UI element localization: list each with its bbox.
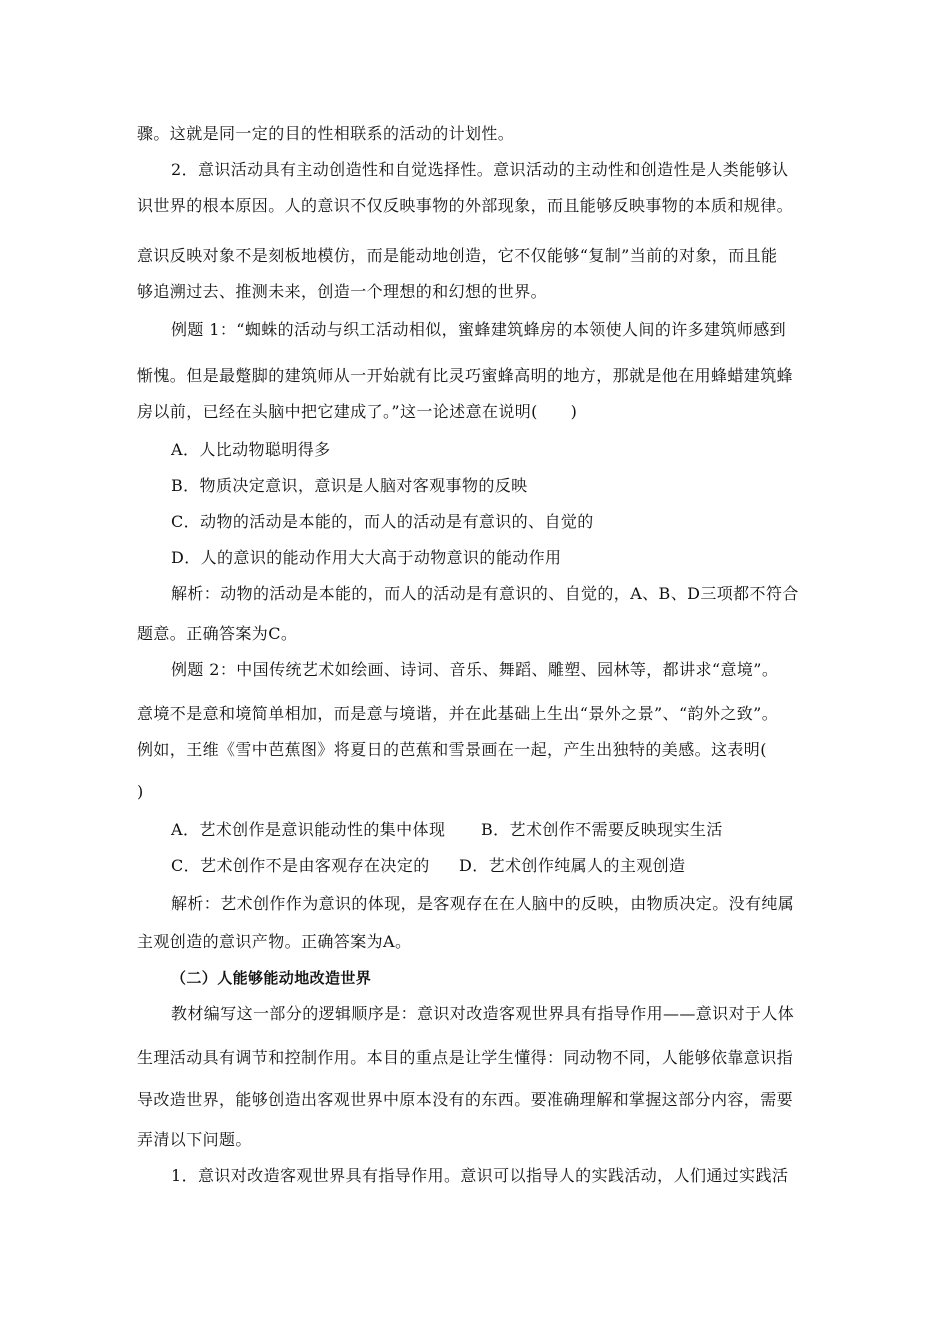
text-line: 2．意识活动具有主动创造性和自觉选择性。意识活动的主动性和创造性是人类能够认 <box>171 160 789 179</box>
text-line: 例如，王维《雪中芭蕉图》将夏日的芭蕉和雪景画在一起，产生出独特的美感。这表明( <box>137 740 767 759</box>
text-line: 1．意识对改造客观世界具有指导作用。意识可以指导人的实践活动，人们通过实践活 <box>171 1166 789 1185</box>
section-heading: （二）人能够能动地改造世界 <box>171 969 372 987</box>
text-line: 骤。这就是同一定的目的性相联系的活动的计划性。 <box>137 124 515 143</box>
option-b: B．物质决定意识，意识是人脑对客观事物的反映 <box>171 476 528 495</box>
text-line: 识世界的根本原因。人的意识不仅反映事物的外部现象，而且能够反映事物的本质和规律。 <box>137 196 794 215</box>
option-d: D．艺术创作纯属人的主观创造 <box>459 856 686 875</box>
text-line: 意境不是意和境简单相加，而是意与境谐，并在此基础上生出“景外之景”、“韵外之致”。 <box>137 704 779 723</box>
option-a: A．艺术创作是意识能动性的集中体现 <box>171 820 446 839</box>
text-line: 教材编写这一部分的逻辑顺序是：意识对改造客观世界具有指导作用——意识对于人体 <box>171 1004 795 1023</box>
text-line: ) <box>137 782 144 801</box>
text-line: 导改造世界，能够创造出客观世界中原本没有的东西。要准确理解和掌握这部分内容，需要 <box>137 1090 794 1109</box>
text-line: 意识反映对象不是刻板地模仿，而是能动地创造，它不仅能够“复制”当前的对象，而且能 <box>137 246 778 265</box>
option-b: B．艺术创作不需要反映现实生活 <box>481 820 723 839</box>
analysis-line: 解析：艺术创作作为意识的体现，是客观存在在人脑中的反映，由物质决定。没有纯属 <box>171 894 795 913</box>
text-line: 弄清以下问题。 <box>137 1130 252 1149</box>
option-c: C．动物的活动是本能的，而人的活动是有意识的、自觉的 <box>171 512 594 531</box>
option-d: D．人的意识的能动作用大大高于动物意识的能动作用 <box>171 548 562 567</box>
text-line: 生理活动具有调节和控制作用。本目的重点是让学生懂得：同动物不同，人能够依靠意识指 <box>137 1048 794 1067</box>
option-c: C．艺术创作不是由客观存在决定的 <box>171 856 430 875</box>
analysis-line: 解析：动物的活动是本能的，而人的活动是有意识的、自觉的，A、B、D三项都不符合 <box>171 584 799 603</box>
text-line: 例题 1：“蜘蛛的活动与织工活动相似，蜜蜂建筑蜂房的本领使人间的许多建筑师感到 <box>171 320 787 339</box>
option-row-cd <box>171 856 861 876</box>
text-line: 房以前，已经在头脑中把它建成了。”这一论述意在说明( ) <box>137 402 578 421</box>
text-line: 惭愧。但是最蹩脚的建筑师从一开始就有比灵巧蜜蜂高明的地方，那就是他在用蜂蜡建筑蜂 <box>137 366 794 385</box>
option-a: A．人比动物聪明得多 <box>171 440 331 459</box>
text-line: 够追溯过去、推测未来，创造一个理想的和幻想的世界。 <box>137 282 548 301</box>
text-line: 题意。正确答案为C。 <box>137 624 298 643</box>
text-line: 主观创造的意识产物。正确答案为A。 <box>137 932 412 951</box>
option-row-ab <box>171 820 861 840</box>
text-line: 例题 2：中国传统艺术如绘画、诗词、音乐、舞蹈、雕塑、园林等，都讲求“意境”。 <box>171 660 779 679</box>
